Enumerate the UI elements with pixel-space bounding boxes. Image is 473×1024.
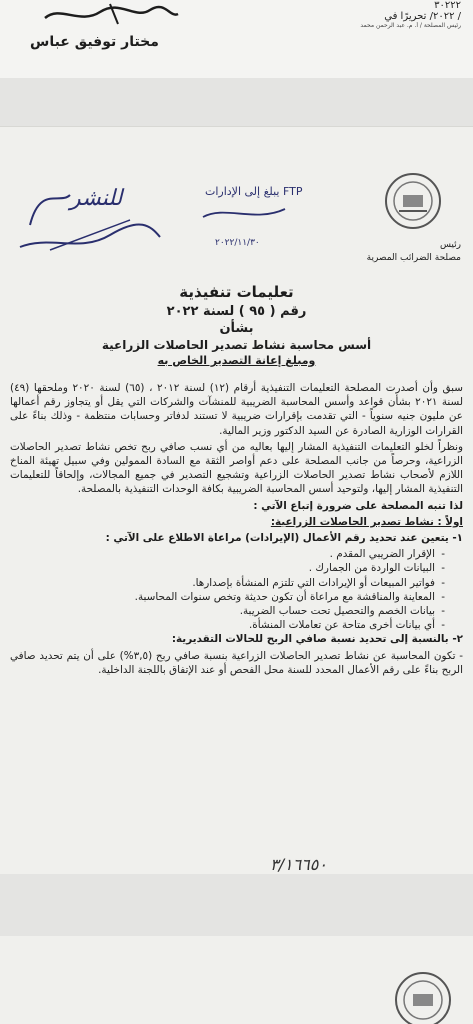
notice-line: لذا تنبه المصلحة على ضرورة إتباع الآتي : [253, 499, 463, 512]
tax-authority-logo [393, 970, 453, 1024]
next-page [0, 936, 473, 1024]
handwritten-reference-number: ٣/١٦٦٥٠ [270, 855, 327, 874]
reference-small-line: رئيس المصلحة / أ. م. عبد الرحمن محمد [360, 22, 461, 29]
document-number: رقم ( ٩٥ ) لسنة ٢٠٢٢ [166, 304, 307, 319]
item-2-title: ٢- بالنسبة إلى تحديد نسبة صافي الربح للحالات التقديرية: [171, 633, 463, 646]
list-item: - فواتير المبيعات أو الإيرادات التي تلتزم المنشأة بإصدارها. [10, 576, 435, 590]
paragraph-2: ونظراً لخلو التعليمات التنفيذية المشار إليها بعاليه من أي نسب صافي ربح تخص نشاط تصدير الحاصلات الزراعية، وحرصاً من جانب المصلحة على دعم أواصر الثقة مع السادة الممولين وفي سبيل تهيئة المناخ اللازم لأصحاب نشاط تصدير الحاصلات الزراعية وتشجيع التصدير في جميع المجالات، وإلحاقاً للتعليمات التنفيذية المشار إليها، ولتوحيد أسس المحاسبة الضريبية بكافة الوحدات التنفيذية بالمصلحة. [10, 440, 463, 496]
document-subject-2: ومبلغ إعانة التصدير الخاص به [157, 354, 316, 367]
document-subject-1: أسس محاسبة نشاط تصدير الحاصلات الزراعية [101, 338, 372, 352]
list-item: - بيانات الخصم والتحصيل تحت حساب الضريبة. [10, 604, 435, 618]
authority-title: رئيس [439, 240, 461, 250]
handwriting-publish: للنشر [70, 186, 123, 211]
document-regarding: بشأن [219, 321, 254, 336]
signature-scribble [40, 0, 180, 30]
reference-date: / ۲۰۲۲/ تحريرًا في [384, 11, 461, 22]
document-page [0, 126, 473, 875]
list-item: - المعاينة والمناقشة مع مراعاة أن تكون حديثة وتخص سنوات المحاسبة. [10, 590, 435, 604]
reference-block [291, 0, 461, 40]
list-item: - أي بيانات أخرى متاحة عن تعاملات المنشأة. [10, 618, 435, 632]
document-body [10, 381, 463, 679]
previous-page [0, 0, 473, 78]
handwritten-note-mid [195, 165, 325, 255]
handwriting-date: ٢٠٢٢/١١/٣٠ [215, 238, 260, 248]
tax-authority-logo [383, 171, 443, 231]
authority-header [351, 239, 461, 265]
item-1-title: ١- يتعين عند تحديد رقم الأعمال (الإيرادات) مراعاة الاطلاع على الآتي : [105, 532, 463, 545]
signatory-name: مختار توفيق عباس [30, 34, 159, 50]
document-titles [0, 283, 473, 367]
authority-name: مصلحة الضرائب المصرية [366, 253, 461, 263]
handwritten-note-left [10, 165, 170, 255]
item-2-text: - تكون المحاسبة عن نشاط تصدير الحاصلات الزراعية بنسبة صافي ربح (٣,٥%) على أن يتم تحديد صافي الربح بناءً على رقم الأعمال المحدد للسنة محل الفحص أو عند الإتفاق باللجنة الداخلية. [10, 649, 464, 676]
item-1-list [10, 547, 463, 632]
handwriting-forward: يبلغ إلى الإدارات FTP [205, 185, 303, 198]
page-gap [0, 874, 473, 936]
page-gap [0, 78, 473, 126]
section-title: اولاً : نشاط تصدير الحاصلات الزراعية: [270, 515, 463, 528]
paragraph-1: سبق وأن أصدرت المصلحة التعليمات التنفيذية أرقام (١٢) لسنة ٢٠١٢ ، (٦٥) لسنة ٢٠٢٠ وملحقها (٤٩) لسنة ٢٠٢١ بشأن قواعد وأسس المحاسبة الضريبية للمنشآت والشركات التي يقل أو يتجاوز رقم أعمالها عن مليون جنيه سنوياً - التي تقدمت بإقرارات ضريبية لا تستند لدفاتر وحسابات منتظمة - وذلك بناءً على القرارات الوزارية الصادرة عن السيد الدكتور وزير المالية. [10, 382, 463, 437]
list-item: - الإقرار الضريبي المقدم . [10, 547, 435, 561]
document-title: تعليمات تنفيذية [179, 283, 294, 301]
reference-number: ۳۰۲۲۲ [434, 0, 461, 11]
list-item: - البيانات الواردة من الجمارك . [10, 561, 435, 575]
